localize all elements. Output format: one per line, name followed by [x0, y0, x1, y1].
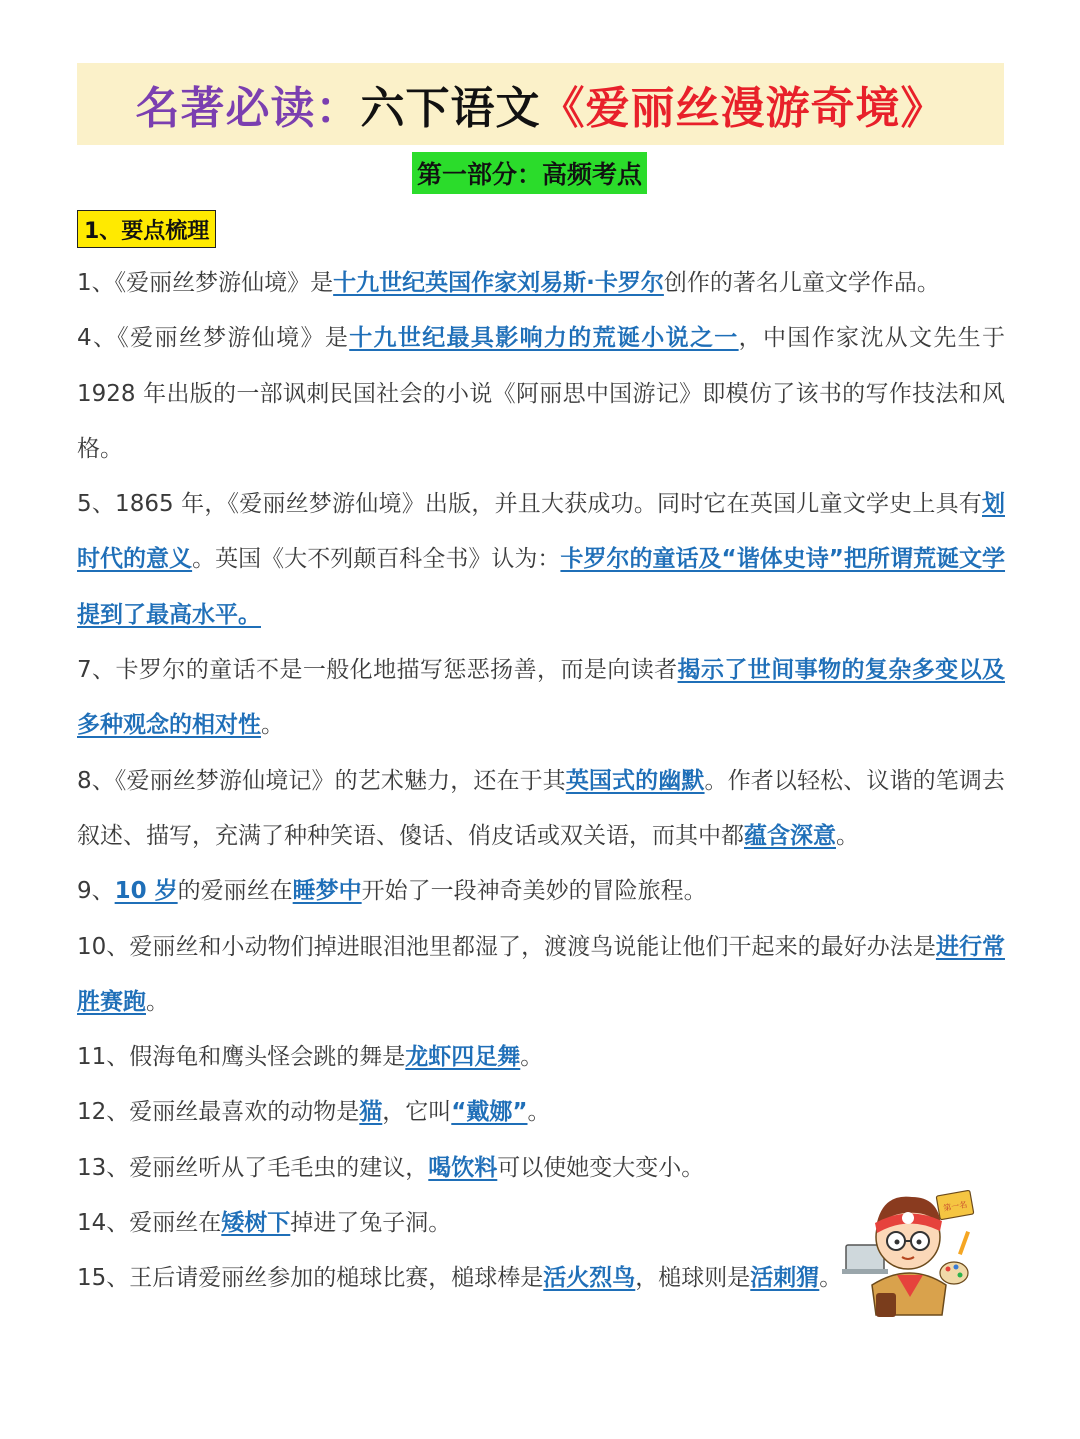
- key-point-item: [77, 754, 1005, 865]
- highlight-phrase: 龙虾四足舞: [405, 1044, 521, 1071]
- highlight-phrase: 睡梦中: [292, 878, 362, 905]
- body-text: 13、爱丽丝听从了毛毛虫的建议，: [77, 1154, 429, 1181]
- title-banner: [77, 63, 1004, 145]
- body-text: 。: [819, 1265, 843, 1292]
- body-text: 14、爱丽丝在: [77, 1210, 222, 1237]
- body-text: 12、爱丽丝最喜欢的动物是: [77, 1099, 360, 1126]
- body-text: 5、1865 年，《爱丽丝梦游仙境》出版，并且大获成功。同时它在英国儿童文学史上具有: [77, 491, 982, 518]
- highlight-phrase: 十九世纪英国作家刘易斯·卡罗尔: [333, 270, 664, 296]
- sub-title: 1、要点梳理: [77, 210, 216, 248]
- highlight-phrase: 蕴含深意: [744, 822, 836, 849]
- body-text: 掉进了兔子洞。: [290, 1210, 452, 1237]
- highlight-phrase: 揭示了世间事物的复杂多变以及多种观念的相对性: [77, 657, 1006, 739]
- highlight-phrase: “戴娜”: [451, 1099, 528, 1126]
- body-text: 。作者以轻松、议谐的笔调去叙述、描写，充满了种种笑语、傻话、俏皮话或双关语，而其中都: [77, 767, 1006, 849]
- body-text: 。: [261, 712, 284, 739]
- key-point-item: [77, 920, 1005, 1031]
- highlight-phrase: 矮树下: [221, 1210, 291, 1237]
- highlight-phrase: 划时代的意义: [77, 491, 1005, 573]
- highlight-phrase: 喝饮料: [428, 1154, 498, 1181]
- body-text: 15、王后请爱丽丝参加的槌球比赛，槌球棒是: [77, 1265, 544, 1292]
- key-point-item: [77, 1085, 1005, 1140]
- body-text: 。: [836, 822, 859, 849]
- highlight-phrase: 活刺猬: [750, 1265, 820, 1292]
- title-book: 《爱丽丝漫游奇境》: [540, 83, 946, 134]
- highlight-phrase: 英国式的幽默: [565, 767, 705, 794]
- body-text: 。: [520, 1044, 544, 1071]
- body-text: 开始了一段神奇美妙的冒险旅程。: [361, 878, 707, 905]
- body-text: 1、《爱丽丝梦游仙境》是: [77, 270, 334, 296]
- key-point-item: [77, 643, 1005, 754]
- body-text: 8、《爱丽丝梦游仙境记》的艺术魅力，还在于其: [77, 767, 566, 794]
- body-text: 4、《爱丽丝梦游仙境》是: [77, 325, 350, 352]
- body-text: 的爱丽丝在: [177, 878, 293, 905]
- body-text: ，槌球则是: [635, 1265, 751, 1292]
- key-point-item: [77, 311, 1005, 477]
- highlight-phrase: 卡罗尔的童话及“谐体史诗”把所谓荒诞文学提到了最高水平。: [77, 546, 1006, 628]
- key-point-item: [77, 1030, 1005, 1085]
- key-points-list: [77, 256, 1005, 1307]
- body-text: 9、: [77, 878, 115, 905]
- title-prefix: 名著必读：: [135, 83, 361, 134]
- body-text: 10、爱丽丝和小动物们掉进眼泪池里都湿了，渡渡鸟说能让他们干起来的最好办法是: [77, 933, 936, 960]
- cartoon-mascot: [842, 1175, 977, 1325]
- body-text: 7、卡罗尔的童话不是一般化地描写惩恶扬善，而是向读者: [77, 657, 678, 684]
- highlight-phrase: 猫: [359, 1099, 383, 1126]
- highlight-phrase: 活火烈鸟: [543, 1265, 636, 1292]
- body-text: 。: [527, 1099, 551, 1126]
- body-text: ，它叫: [382, 1099, 452, 1126]
- highlight-phrase: 进行常胜赛跑: [77, 933, 1005, 1015]
- body-text: 可以使她变大变小。: [497, 1154, 705, 1181]
- section-title: 第一部分：高频考点: [412, 152, 647, 194]
- body-text: 创作的著名儿童文学作品。: [663, 270, 940, 296]
- key-point-item: [77, 477, 1005, 643]
- body-text: 11、假海龟和鹰头怪会跳的舞是: [77, 1044, 406, 1071]
- body-text: ，中国作家沈从文先生于 1928 年出版的一部讽刺民国社会的小说《阿丽思中国游记》即模仿了该书的写作技法和风格。: [77, 325, 1006, 462]
- body-text: 。: [146, 988, 169, 1015]
- mascot-badge-text: 第一名: [942, 1199, 968, 1213]
- highlight-phrase: 十九世纪最具影响力的荒诞小说之一: [349, 325, 739, 352]
- key-point-item: [77, 864, 1005, 919]
- key-point-item: [77, 256, 1005, 311]
- title-subject: 六下语文: [360, 83, 541, 134]
- body-text: 。英国《大不列颠百科全书》认为：: [192, 546, 561, 573]
- highlight-phrase: 10 岁: [114, 878, 178, 905]
